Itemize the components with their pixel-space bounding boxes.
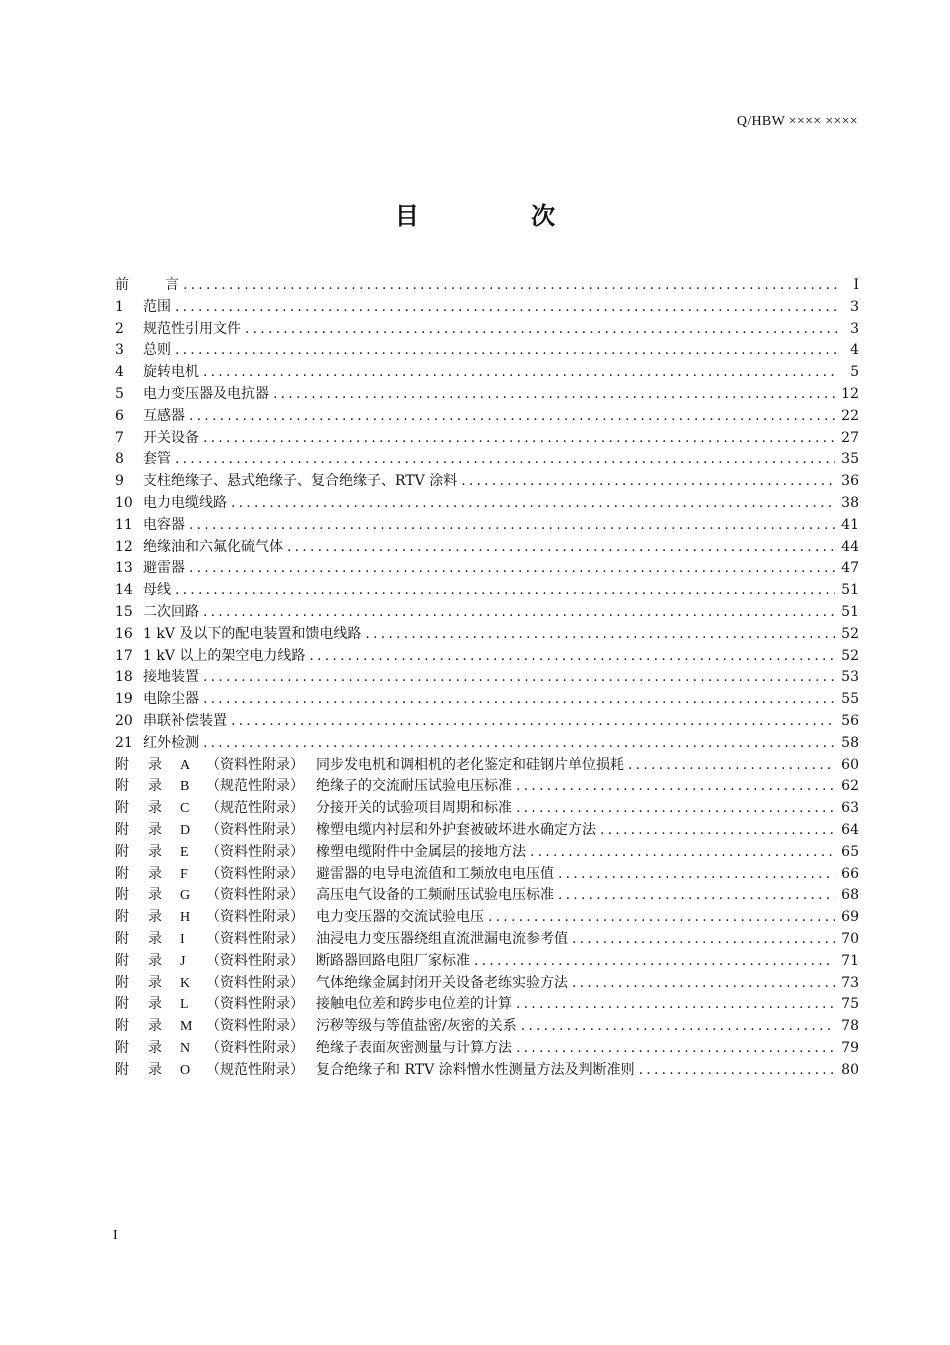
appendix-title: 污秽等级与等值盐密/灰密的关系 <box>316 1018 517 1035</box>
toc-entry[interactable] <box>115 406 859 428</box>
appendix-letter: F <box>180 866 188 882</box>
appendix-page: 68 <box>841 887 859 904</box>
toc-entry[interactable] <box>115 602 859 624</box>
toc-entry-number: 5 <box>115 385 124 402</box>
toc-entry-number: 7 <box>115 429 124 446</box>
appendix-title: 接触电位差和跨步电位差的计算 <box>316 996 512 1013</box>
toc-entry[interactable] <box>115 689 859 711</box>
appendix-type: （资料性附录） <box>206 821 304 838</box>
toc-leader-dots <box>203 428 835 450</box>
appendix-page: 71 <box>841 952 859 969</box>
appendix-title: 绝缘子的交流耐压试验电压标准 <box>316 778 512 795</box>
appendix-letter-and-type <box>180 776 316 798</box>
toc-entry-title: 电除尘器 <box>143 691 199 708</box>
toc-entry-page: 4 <box>850 342 859 359</box>
toc-entry-title: 套管 <box>143 451 171 468</box>
appendix-type: （资料性附录） <box>206 887 304 904</box>
toc-entry-number: 19 <box>115 691 133 708</box>
toc-entry-page: 36 <box>841 473 859 490</box>
toc-entry-title: 电力电缆线路 <box>143 494 227 511</box>
toc-entry-page: 12 <box>841 385 859 402</box>
appendix-page: 75 <box>841 996 859 1013</box>
appendix-letter: B <box>180 779 190 795</box>
appendix-letter-and-type <box>180 1038 316 1060</box>
toc-appendix-entry[interactable] <box>115 994 859 1016</box>
toc-entry-page: 35 <box>841 451 859 468</box>
toc-entry[interactable] <box>115 340 859 362</box>
appendix-letter: E <box>180 844 189 860</box>
toc-leader-dots <box>572 929 835 951</box>
toc-entry-number: 13 <box>115 560 133 577</box>
toc-entry[interactable] <box>115 646 859 668</box>
toc-entry[interactable] <box>115 471 859 493</box>
appendix-letter: N <box>180 1040 191 1056</box>
appendix-page: 78 <box>841 1018 859 1035</box>
appendix-word-2: 录 <box>148 843 162 860</box>
appendix-prefix <box>115 973 316 995</box>
toc-entry-number: 4 <box>115 364 124 381</box>
appendix-letter-and-type <box>180 798 316 820</box>
toc-appendix-entry[interactable] <box>115 1060 859 1082</box>
appendix-prefix <box>115 798 316 820</box>
toc-entry-page: 52 <box>841 625 859 642</box>
toc-entry-number: 18 <box>115 669 133 686</box>
toc-appendix-entry[interactable] <box>115 885 859 907</box>
toc-entry-title: 1 kV 及以下的配电装置和馈电线路 <box>143 625 362 642</box>
appendix-prefix <box>115 755 316 777</box>
appendix-page: 63 <box>841 800 859 817</box>
appendix-prefix <box>115 864 316 886</box>
toc-entry-page: 47 <box>841 560 859 577</box>
appendix-page: 70 <box>841 930 859 947</box>
appendix-prefix <box>115 842 316 864</box>
toc-entry[interactable] <box>115 667 859 689</box>
toc-leader-dots <box>203 667 835 689</box>
toc-entry[interactable] <box>115 384 859 406</box>
toc-leader-dots <box>175 340 839 362</box>
toc-leader-dots <box>639 1060 836 1082</box>
toc-entry-title: 避雷器 <box>143 560 185 577</box>
appendix-word-2: 录 <box>148 952 162 969</box>
toc-entry-number: 15 <box>115 603 133 620</box>
appendix-prefix <box>115 820 316 842</box>
appendix-title: 高压电气设备的工频耐压试验电压标准 <box>316 887 554 904</box>
appendix-letter-and-type <box>180 1016 316 1038</box>
appendix-letter-and-type <box>180 1060 316 1082</box>
appendix-word-2: 录 <box>148 756 162 773</box>
toc-entry[interactable] <box>115 537 859 559</box>
appendix-prefix <box>115 907 316 929</box>
toc-appendix-entry[interactable] <box>115 755 859 777</box>
toc-leader-dots <box>175 297 839 319</box>
appendix-page: 64 <box>841 821 859 838</box>
appendix-word-2: 录 <box>148 1039 162 1056</box>
appendix-letter-and-type <box>180 864 316 886</box>
appendix-word-2: 录 <box>148 887 162 904</box>
appendix-title: 同步发电机和调相机的老化鉴定和硅钢片单位损耗 <box>316 756 624 773</box>
appendix-letter-and-type <box>180 885 316 907</box>
toc-leader-dots <box>203 689 835 711</box>
appendix-type: （资料性附录） <box>206 996 304 1013</box>
toc-entry-page: 3 <box>850 298 859 315</box>
appendix-word-1: 附 <box>115 800 129 817</box>
toc-leader-dots <box>365 624 835 646</box>
appendix-letter: K <box>180 975 191 991</box>
toc-leader-dots <box>231 711 835 733</box>
toc-entry-number: 10 <box>115 494 133 511</box>
appendix-title: 复合绝缘子和 RTV 涂料憎水性测量方法及判断准则 <box>316 1061 635 1078</box>
toc-entry[interactable] <box>115 711 859 733</box>
appendix-title: 绝缘子表面灰密测量与计算方法 <box>316 1039 512 1056</box>
appendix-word-2: 录 <box>148 800 162 817</box>
appendix-type: （规范性附录） <box>206 1061 304 1078</box>
toc-entry-title: 电力变压器及电抗器 <box>143 385 269 402</box>
toc-entry-title: 言 <box>165 277 179 293</box>
appendix-title: 气体绝缘金属封闭开关设备老练实验方法 <box>316 974 568 991</box>
toc-leader-dots <box>516 994 835 1016</box>
toc-appendix-entry[interactable] <box>115 776 859 798</box>
appendix-title: 断路器回路电阻厂家标准 <box>316 952 470 969</box>
toc-entry-title: 范围 <box>143 298 171 315</box>
toc-entry-number: 1 <box>115 298 124 315</box>
toc-entry-title: 互感器 <box>143 407 185 424</box>
toc-leader-dots <box>203 362 839 384</box>
toc-leader-dots <box>572 973 835 995</box>
toc-leader-dots <box>189 558 835 580</box>
appendix-type: （规范性附录） <box>206 800 304 817</box>
appendix-type: （规范性附录） <box>206 778 304 795</box>
appendix-word-1: 附 <box>115 1039 129 1056</box>
appendix-letter: A <box>180 757 191 773</box>
toc-entry-title: 支柱绝缘子、悬式绝缘子、复合绝缘子、RTV 涂料 <box>143 473 458 490</box>
toc-entry-title: 规范性引用文件 <box>143 320 241 337</box>
toc-appendix-entry[interactable] <box>115 973 859 995</box>
appendix-title: 避雷器的电导电流值和工频放电电压值 <box>316 865 554 882</box>
toc-entry-page: 3 <box>850 320 859 337</box>
toc-entry-page: 52 <box>841 647 859 664</box>
appendix-word-1: 附 <box>115 843 129 860</box>
toc-appendix-entry[interactable] <box>115 907 859 929</box>
toc-entry-number: 3 <box>115 342 124 359</box>
appendix-letter-and-type <box>180 820 316 842</box>
appendix-prefix <box>115 885 316 907</box>
toc-leader-dots <box>189 515 835 537</box>
appendix-letter: H <box>180 910 191 926</box>
toc-entry[interactable] <box>115 297 859 319</box>
appendix-letter-and-type <box>180 973 316 995</box>
toc-leader-dots <box>516 798 835 820</box>
appendix-letter-and-type <box>180 907 316 929</box>
toc-entry-number: 20 <box>115 712 133 729</box>
document-code: Q/HBW ×××× ×××× <box>736 114 858 129</box>
appendix-letter: G <box>180 888 191 904</box>
appendix-word-1: 附 <box>115 996 129 1013</box>
appendix-word-1: 附 <box>115 974 129 991</box>
toc-appendix-entry[interactable] <box>115 1016 859 1038</box>
toc-entry[interactable] <box>115 515 859 537</box>
toc-entry-title: 绝缘油和六氟化硫气体 <box>143 538 283 555</box>
appendix-type: （资料性附录） <box>206 843 304 860</box>
appendix-word-2: 录 <box>148 974 162 991</box>
toc-appendix-entry[interactable] <box>115 1038 859 1060</box>
toc-entry-page: 58 <box>841 734 859 751</box>
toc-leader-dots <box>521 1016 835 1038</box>
appendix-word-1: 附 <box>115 930 129 947</box>
appendix-word-2: 录 <box>148 1061 162 1078</box>
toc-leader-dots <box>488 907 835 929</box>
toc-entry-number: 9 <box>115 473 124 490</box>
toc-entry-title: 接地装置 <box>143 669 199 686</box>
appendix-letter: M <box>180 1019 193 1035</box>
toc-appendix-entry[interactable] <box>115 929 859 951</box>
table-of-contents <box>115 275 859 1081</box>
appendix-word-2: 录 <box>148 909 162 926</box>
toc-entry[interactable] <box>115 733 859 755</box>
appendix-word-1: 附 <box>115 1018 129 1035</box>
appendix-title: 橡塑电缆附件中金属层的接地方法 <box>316 843 526 860</box>
toc-leader-dots <box>183 275 839 297</box>
toc-leader-dots <box>600 820 835 842</box>
toc-entry-page: 27 <box>841 429 859 446</box>
appendix-page: 80 <box>841 1061 859 1078</box>
toc-leader-dots <box>309 646 835 668</box>
appendix-word-1: 附 <box>115 756 129 773</box>
toc-leader-dots <box>231 493 835 515</box>
toc-entry-title: 红外检测 <box>143 734 199 751</box>
appendix-prefix <box>115 951 316 973</box>
appendix-word-2: 录 <box>148 821 162 838</box>
toc-leader-dots <box>287 537 835 559</box>
toc-appendix-entry[interactable] <box>115 842 859 864</box>
appendix-page: 69 <box>841 909 859 926</box>
toc-entry-number: 17 <box>115 647 133 664</box>
toc-entry-page: 44 <box>841 538 859 555</box>
appendix-title: 橡塑电缆内衬层和外护套被破坏进水确定方法 <box>316 821 596 838</box>
appendix-prefix <box>115 1016 316 1038</box>
toc-entry[interactable] <box>115 428 859 450</box>
toc-leader-dots <box>461 471 835 493</box>
toc-entry-title: 串联补偿装置 <box>143 712 227 729</box>
appendix-title: 电力变压器的交流试验电压 <box>316 909 484 926</box>
toc-entry-title: 1 kV 以上的架空电力线路 <box>143 647 306 664</box>
appendix-letter-and-type <box>180 951 316 973</box>
appendix-letter: I <box>180 931 185 947</box>
toc-entry[interactable] <box>115 275 859 297</box>
appendix-word-1: 附 <box>115 778 129 795</box>
toc-entry-page: 56 <box>841 712 859 729</box>
page-title: 目 次 <box>394 202 608 230</box>
toc-leader-dots <box>558 885 835 907</box>
toc-entry-number: 11 <box>115 516 133 533</box>
toc-entry-page: I <box>853 277 859 293</box>
appendix-page: 60 <box>841 756 859 773</box>
appendix-word-2: 录 <box>148 930 162 947</box>
toc-entry-page: 51 <box>841 603 859 620</box>
toc-entry[interactable] <box>115 558 859 580</box>
appendix-prefix <box>115 1060 316 1082</box>
appendix-word-2: 录 <box>148 996 162 1013</box>
toc-leader-dots <box>175 580 835 602</box>
footer-page-number: I <box>113 1228 118 1243</box>
toc-entry-number: 前 <box>115 277 129 293</box>
appendix-letter: D <box>180 822 191 838</box>
toc-entry[interactable] <box>115 493 859 515</box>
toc-entry-number: 6 <box>115 407 124 424</box>
appendix-prefix <box>115 1038 316 1060</box>
appendix-prefix <box>115 929 316 951</box>
appendix-title: 油浸电力变压器绕组直流泄漏电流参考值 <box>316 930 568 947</box>
appendix-page: 62 <box>841 778 859 795</box>
toc-leader-dots <box>175 449 835 471</box>
toc-leader-dots <box>203 602 835 624</box>
appendix-word-2: 录 <box>148 1018 162 1035</box>
toc-appendix-entry[interactable] <box>115 798 859 820</box>
appendix-word-1: 附 <box>115 821 129 838</box>
toc-leader-dots <box>474 951 835 973</box>
toc-entry-number: 8 <box>115 451 124 468</box>
toc-leader-dots <box>516 1038 835 1060</box>
toc-entry-title: 开关设备 <box>143 429 199 446</box>
toc-entry-number: 12 <box>115 538 133 555</box>
appendix-letter-and-type <box>180 755 316 777</box>
appendix-word-2: 录 <box>148 865 162 882</box>
toc-leader-dots <box>516 776 835 798</box>
toc-leader-dots <box>245 319 839 341</box>
appendix-page: 79 <box>841 1039 859 1056</box>
toc-entry-page: 38 <box>841 494 859 511</box>
toc-leader-dots <box>189 406 835 428</box>
toc-entry[interactable] <box>115 319 859 341</box>
toc-leader-dots <box>628 755 835 777</box>
appendix-letter: J <box>180 953 186 969</box>
toc-entry-page: 41 <box>841 516 859 533</box>
appendix-word-1: 附 <box>115 952 129 969</box>
appendix-page: 65 <box>841 843 859 860</box>
toc-appendix-entry[interactable] <box>115 820 859 842</box>
appendix-word-1: 附 <box>115 909 129 926</box>
appendix-type: （资料性附录） <box>206 974 304 991</box>
appendix-letter: C <box>180 801 190 817</box>
appendix-letter-and-type <box>180 929 316 951</box>
appendix-type: （资料性附录） <box>206 756 304 773</box>
toc-entry[interactable] <box>115 449 859 471</box>
appendix-prefix <box>115 776 316 798</box>
appendix-word-1: 附 <box>115 865 129 882</box>
appendix-word-2: 录 <box>148 778 162 795</box>
toc-entry-number: 16 <box>115 625 133 642</box>
appendix-prefix <box>115 994 316 1016</box>
appendix-letter: L <box>180 997 189 1013</box>
toc-entry-number: 2 <box>115 320 124 337</box>
appendix-letter-and-type <box>180 842 316 864</box>
toc-entry-title: 旋转电机 <box>143 364 199 381</box>
appendix-type: （资料性附录） <box>206 1039 304 1056</box>
toc-entry-number: 14 <box>115 582 133 599</box>
toc-entry-page: 55 <box>841 691 859 708</box>
toc-entry-page: 51 <box>841 582 859 599</box>
toc-entry-title: 总则 <box>143 342 171 359</box>
toc-appendix-entry[interactable] <box>115 951 859 973</box>
appendix-type: （资料性附录） <box>206 909 304 926</box>
toc-entry[interactable] <box>115 580 859 602</box>
appendix-word-1: 附 <box>115 1061 129 1078</box>
appendix-page: 66 <box>841 865 859 882</box>
appendix-type: （资料性附录） <box>206 930 304 947</box>
toc-entry-title: 电容器 <box>143 516 185 533</box>
toc-leader-dots <box>273 384 835 406</box>
appendix-type: （资料性附录） <box>206 865 304 882</box>
appendix-letter: O <box>180 1062 191 1078</box>
toc-entry-number: 21 <box>115 734 133 751</box>
toc-leader-dots <box>530 842 835 864</box>
toc-entry-page: 53 <box>841 669 859 686</box>
appendix-title: 分接开关的试验项目周期和标准 <box>316 800 512 817</box>
toc-leader-dots <box>203 733 835 755</box>
toc-entry-page: 22 <box>841 407 859 424</box>
toc-entry-page: 5 <box>850 364 859 381</box>
toc-entry-title: 二次回路 <box>143 603 199 620</box>
appendix-word-1: 附 <box>115 887 129 904</box>
toc-leader-dots <box>558 864 835 886</box>
toc-appendix-entry[interactable] <box>115 864 859 886</box>
toc-entry[interactable] <box>115 362 859 384</box>
appendix-type: （资料性附录） <box>206 952 304 969</box>
toc-entry-title: 母线 <box>143 582 171 599</box>
toc-entry[interactable] <box>115 624 859 646</box>
appendix-type: （资料性附录） <box>206 1018 304 1035</box>
appendix-page: 73 <box>841 974 859 991</box>
appendix-letter-and-type <box>180 994 316 1016</box>
